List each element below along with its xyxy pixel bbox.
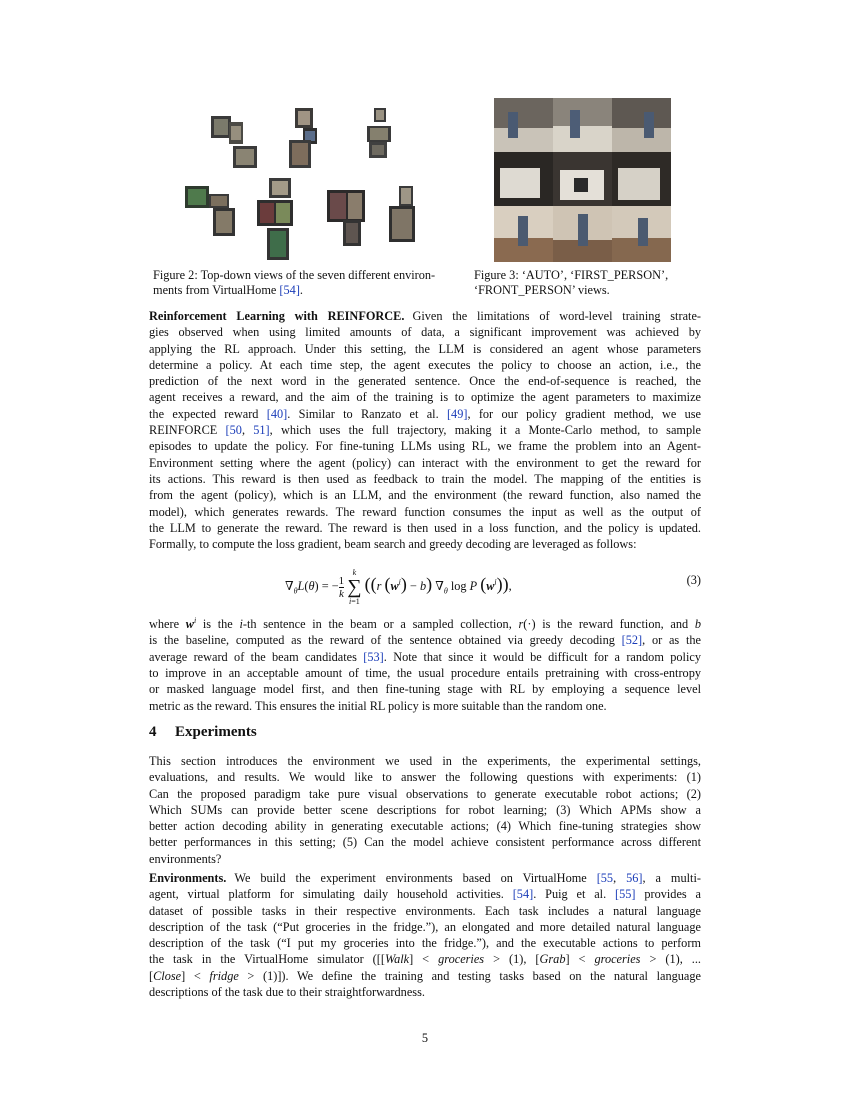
floorplan-environment-7 — [389, 186, 415, 242]
figure-3-camera-views — [494, 98, 671, 262]
floorplan-environment-1 — [211, 116, 257, 168]
citation-link[interactable]: [49] — [446, 406, 468, 421]
equation-number: (3) — [686, 573, 701, 587]
citation-link[interactable]: [55 — [596, 871, 614, 885]
figure-2-caption: Figure 2: Top-down views of the seven different environ- ments from VirtualHome [54]. — [153, 268, 436, 297]
citation-link[interactable]: 56] — [626, 871, 643, 885]
paragraph-reinforce: Reinforcement Learning with REINFORCE. Given the limitations of word-level training strate- gies observed when using limited amounts of data, a significant improvement was achieved by applying the RL approach. Under this setting, the LLM is considered an agent whose parameters determine a policy. At each time step, the agent executes the policy to choose an action, i.e., the prediction of the next word in the generated sentence. Once the end-of-sequence is reached, the agent receives a reward, and the aim of the training is to optimize the agent parameters to maximize the expected reward [40]. Similar to Ranzato et al. [49], for our policy gradient method, we use REINFORCE [50, 51], which uses the full trajectory, making it a Monte-Carlo method, to sample episodes to update the policy. For fine-tuning LLMs using RL, we frame the problem into an Agent- Environment setting where the agent (policy) can interact with the environment to get the reward for its actions. This reward is then used as feedback to train the model. The mapping of the entities is from the agent (policy), which is an LLM, and the environment (the reward function, also named the model), which generates rewards. The reward function consumes the input as well as the output of the LLM to generate the reward. The reward is then used in a loss function, and the policy is updated. Formally, to compute the loss gradient, beam search and greedy decoding are leveraged as follows: — [149, 309, 702, 552]
paragraph-experiments-intro: This section introduces the environment we used in the experiments, the experimental settings, evaluations, and results. We would like to answer the following questions with experiments: (1) Can the proposed paradigm take pure visual observations to generate executable robot actions; (2) Which SUMs can provide better scene descriptions for robot learning; (3) Which APMs show a better action decoding ability in generating executable actions; (4) Which fine-tuning strategies show better performances in this setting; (5) Can the model achieve consistent performance across different environments? — [149, 754, 701, 866]
figure-2-floorplans — [149, 98, 471, 260]
citation-link[interactable]: [52] — [621, 633, 643, 648]
view-row-first-person — [494, 152, 671, 206]
equation-body: $\nabla_\theta L(\theta)$ = − $\frac{1}{k}$ k ∑ i=1 ((r $(w^i) - b$) $\nabla_\theta$ log P $(w^i)$), — [285, 568, 512, 606]
page-number: 5 — [421, 1031, 429, 1045]
view-row-front-person — [494, 206, 671, 262]
floorplan-environment-6 — [327, 190, 365, 246]
paragraph-environments: Environments. We build the experiment environments based on VirtualHome [55, 56], a multi- agent, virtual platform for simulating daily household activities. [54]. Puig et al. [55] provides a dataset of possible tasks in their respective environments. Each task includes a natural language description of the task (“Put groceries in the fridge.”), an elongated and more detailed natural language description of the task (“I put my groceries into the fridge.”), and the executable actions to perform the task in the VirtualHome simulator ([[Walk] < groceries > (1), [Grab] < groceries > (1), ... [Close] < fridge > (1)]). We define the training and testing tasks based on the natural language descriptions of the task due to their straightforwardness. — [149, 871, 701, 1000]
section-heading-experiments: 4 Experiments — [149, 724, 257, 740]
paragraph-baseline: where $w^i$ is the i-th sentence in the beam or a sampled collection, r(·) is the reward function, and b is the baseline, computed as the reward of the sentence obtained via greedy decoding [52], or as the average reward of the beam candidates [53]. Note that since it would be difficult for a random policy to improve in an acceptable amount of time, the usual procedure entails pretraining with cross-entropy or masked language model first, and then fine-tuning stage with RL by employing a sequence level metric as the reward. This ensures the initial RL policy is more suitable than the random one. — [149, 616, 701, 713]
citation-link[interactable]: [54] — [512, 887, 534, 902]
citation-link[interactable]: [40] — [266, 406, 288, 421]
paragraph-heading: Environments. — [149, 871, 227, 885]
citation-link[interactable]: [53] — [363, 649, 384, 664]
floorplan-environment-5 — [257, 178, 293, 260]
citation-link[interactable]: 51] — [253, 423, 270, 438]
floorplan-environment-4 — [185, 186, 235, 236]
citation-link[interactable]: [55] — [615, 887, 636, 902]
floorplan-environment-2 — [289, 108, 317, 168]
equation-3 — [149, 560, 701, 606]
view-row-auto — [494, 98, 671, 152]
floorplan-environment-3 — [367, 108, 391, 158]
paragraph-heading: Reinforcement Learning with REINFORCE. — [149, 309, 405, 323]
citation-link[interactable]: [50 — [225, 423, 242, 438]
citation-link[interactable]: [54] — [279, 282, 300, 297]
figure-3-caption: Figure 3: ‘AUTO’, ‘FIRST_PERSON’, ‘FRONT_PERSON’ views. — [474, 268, 669, 297]
